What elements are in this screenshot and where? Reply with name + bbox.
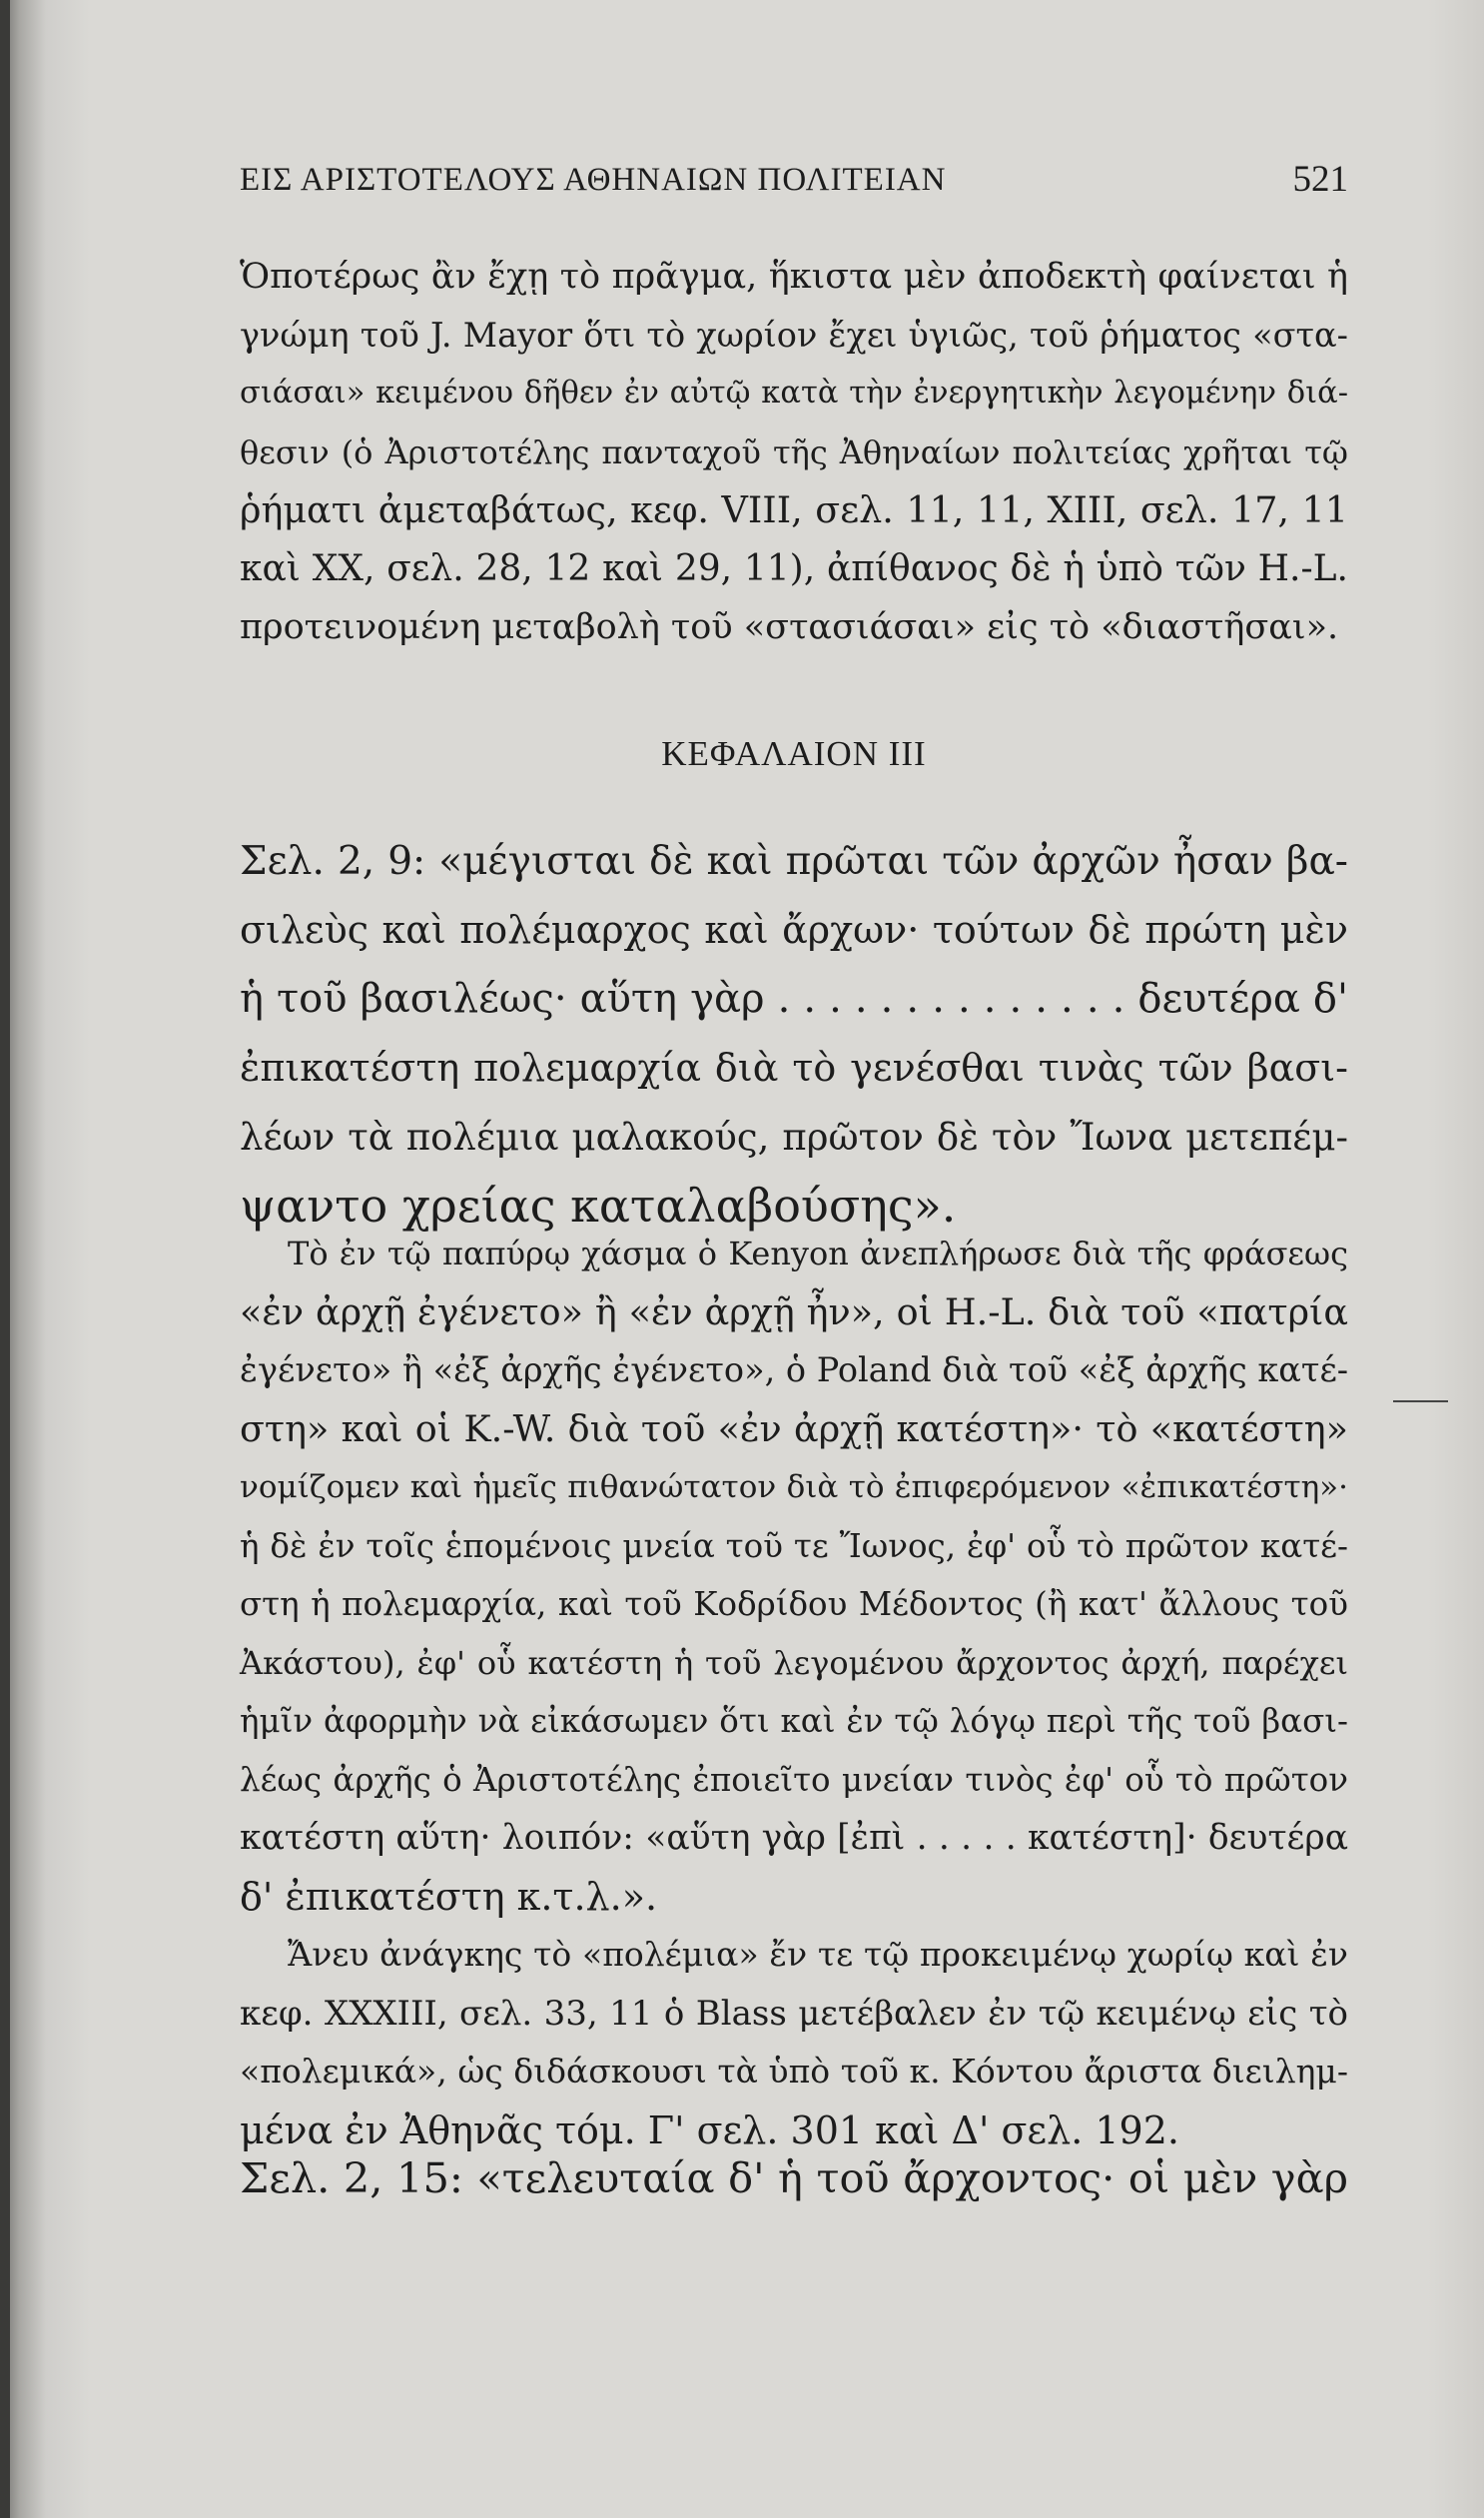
text-line: ἐγένετο» ἢ «ἐξ ἀρχῆς ἐγένετο», ὁ Poland διὰ τοῦ «ἐξ ἀρχῆς κατέ- — [240, 1350, 1349, 1389]
text-line: σιλεὺς καὶ πολέμαρχος καὶ ἄρχων· τούτων δὲ πρώτη μὲν — [240, 908, 1348, 952]
text-line: λέως ἀρχῆς ὁ Ἀριστοτέλης ἐποιεῖτο μνείαν τινὸς ἐφ' οὗ τὸ πρῶτον — [240, 1760, 1348, 1799]
text-line: κεφ. XXXIII, σελ. 33, 11 ὁ Blass μετέβαλεν ἐν τῷ κειμένῳ εἰς τὸ — [240, 1993, 1348, 2034]
text-line: Ὁποτέρως ἂν ἔχῃ τὸ πρᾶγμα, ἥκιστα μὲν ἀποδεκτὴ φαίνεται ἡ — [240, 257, 1348, 297]
text-line: Ἄνευ ἀνάγκης τὸ «πολέμια» ἔν τε τῷ προκειμένῳ χωρίῳ καὶ ἐν — [288, 1935, 1348, 1974]
text-line: Ἀκάστου), ἐφ' οὗ κατέστη ἡ τοῦ λεγομένου ἄρχοντος ἀρχή, παρέχει — [240, 1643, 1348, 1682]
text-line: ἡμῖν ἀφορμὴν νὰ εἰκάσωμεν ὅτι καὶ ἐν τῷ λόγῳ περὶ τῆς τοῦ βασι- — [240, 1702, 1348, 1740]
text-line: κατέστη αὕτη· λοιπόν: «αὕτη γὰρ [ἐπὶ . . . . . κατέστη]· δευτέρα — [240, 1818, 1348, 1858]
text-line: στη ἡ πολεμαρχία, καὶ τοῦ Κοδρίδου Μέδοντος (ἢ κατ' ἄλλους τοῦ — [240, 1585, 1348, 1623]
text-line: στη» καὶ οἱ K.-W. διὰ τοῦ «ἐν ἀρχῇ κατέστη»· τὸ «κατέστη» — [240, 1406, 1348, 1450]
quote-2 — [240, 2143, 1348, 2212]
text-line: ῥήματι ἀμεταβάτως, κεφ. VIII, σελ. 11, 11, XIII, σελ. 17, 11 — [240, 488, 1348, 531]
text-line: γνώμη τοῦ J. Mayor ὅτι τὸ χωρίον ἔχει ὑγιῶς, τοῦ ῥήματος «στα- — [240, 315, 1348, 355]
text-line: δ' ἐπικατέστη κ.τ.λ.». — [240, 1874, 658, 1919]
text-line: «ἐν ἀρχῇ ἐγένετο» ἢ «ἐν ἀρχῇ ἦν», οἱ H.-L. διὰ τοῦ «πατρία — [240, 1289, 1348, 1333]
text-line: Σελ. 2, 9: «μέγισται δὲ καὶ πρῶται τῶν ἀρχῶν ἦσαν βα- — [240, 839, 1348, 884]
margin-dash — [1393, 1400, 1448, 1402]
binding-shadow — [0, 0, 10, 2518]
running-head: ΕΙΣ ΑΡΙΣΤΟΤΕΛΟΥΣ ΑΘΗΝΑΙΩΝ ΠΟΛΙΤΕΙΑΝ — [240, 162, 947, 198]
text-line: Σελ. 2, 15: «τελευταία δ' ἡ τοῦ ἄρχοντος· οἱ μὲν γὰρ — [240, 2153, 1348, 2202]
text-line: ψαντο χρείας καταλαβούσης». — [240, 1179, 957, 1233]
text-line: σιάσαι» κειμένου δῆθεν ἐν αὐτῷ κατὰ τὴν ἐνεργητικὴν λεγομένην διά- — [240, 376, 1348, 411]
text-line: λέων τὰ πολέμια μαλακούς, πρῶτον δὲ τὸν Ἴωνα μετεπέμ- — [240, 1116, 1348, 1159]
text-line: «πολεμικά», ὡς διδάσκουσι τὰ ὑπὸ τοῦ κ. Κόντου ἄριστα διειλημ- — [240, 2052, 1348, 2091]
paragraph-1 — [240, 248, 1348, 657]
paragraph-2 — [240, 1225, 1348, 1926]
paragraph-3 — [240, 1926, 1348, 2159]
chapter-heading: ΚΕΦΑΛΑΙΟΝ III — [661, 734, 927, 773]
quote-1 — [240, 827, 1348, 1241]
page-number: 521 — [1292, 159, 1348, 200]
text-line: προτεινομένη μεταβολὴ τοῦ «στασιάσαι» εἰς τὸ «διαστῆσαι». — [240, 607, 1339, 647]
text-line: Τὸ ἐν τῷ παπύρῳ χάσμα ὁ Kenyon ἀνεπλήρωσε διὰ τῆς φράσεως — [288, 1235, 1348, 1272]
text-line: καὶ XX, σελ. 28, 12 καὶ 29, 11), ἀπίθανος δὲ ἡ ὑπὸ τῶν H.-L. — [240, 547, 1348, 589]
text-line: ἐπικατέστη πολεμαρχία διὰ τὸ γενέσθαι τινὰς τῶν βασι- — [240, 1046, 1348, 1090]
text-line: μένα ἐν Ἀθηνᾶς τόμ. Γ' σελ. 301 καὶ Δ' σελ. 192. — [240, 2107, 1179, 2152]
text-line: ἡ δὲ ἐν τοῖς ἑπομένοις μνεία τοῦ τε Ἴωνος, ἐφ' οὗ τὸ πρῶτον κατέ- — [240, 1526, 1348, 1565]
text-line: ἡ τοῦ βασιλέως· αὕτη γὰρ . . . . . . . . . . . . . . δευτέρα δ' — [240, 976, 1348, 1022]
text-line: νομίζομεν καὶ ἡμεῖς πιθανώτατον διὰ τὸ ἐπιφερόμενον «ἐπικατέστη»· — [240, 1469, 1348, 1505]
text-line: θεσιν (ὁ Ἀριστοτέλης πανταχοῦ τῆς Ἀθηναίων πολιτείας χρῆται τῷ — [240, 432, 1348, 471]
page-header — [240, 150, 1348, 210]
